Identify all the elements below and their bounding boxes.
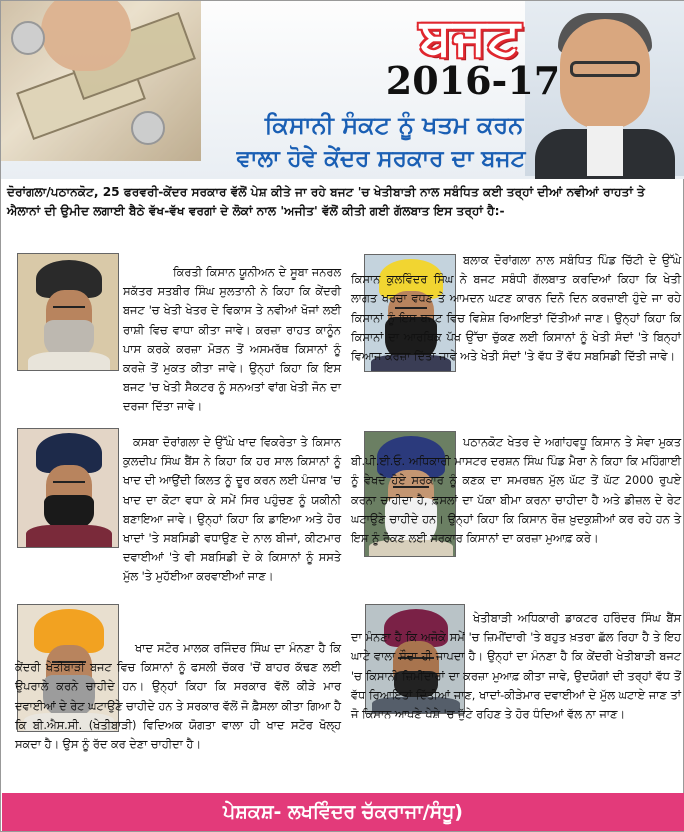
header-banner — [1, 1, 684, 179]
article-item: ਕਸਬਾ ਦੋਰਾਂਗਲਾ ਦੇ ਉੱਘੇ ਖਾਦ ਵਿਕਰੇਤਾ ਤੇ ਕਿਸਾਨ ਕੁਲਦੀਪ ਸਿੰਘ ਬੈਂਸ ਨੇ ਕਿਹਾ ਕਿ ਹਰ ਸਾਲ ਕਿਸਾਨਾਂ ਨੂੰ ਖਾਦ ਦੀ ਆਉਂਦੀ ਕਿਲਤ ਨੂੰ ਦੂਰ ਕਰਨ ਲਈ ਪੰਜਾਬ 'ਚ ਖਾਦ ਦਾ ਕੋਟਾ ਵਧਾ ਕੇ ਸਮੇਂ ਸਿਰ ਪਹੁੰਚਣ ਨੂੰ ਯਕੀਨੀ ਬਣਾਇਆ ਜਾਵੇ। ਉਨ੍ਹਾਂ ਕਿਹਾ ਕਿ ਡਾਇਆ ਅਤੇ ਹੋਰ ਖਾਦਾਂ 'ਤੇ ਸਬਸਿਡੀ ਵਧਾਉਣ ਦੇ ਨਾਲ ਬੀਜਾਂ, ਕੀਟਮਾਰ ਦਵਾਈਆਂ 'ਤੇ ਵੀ ਸਬਸਿਡੀ ਦੇ ਕੇ ਕਿਸਾਨਾਂ ਨੂੰ ਸਸਤੇ ਮੁੱਲ 'ਤੇ ਮੁਹੱਈਆ ਕਰਵਾਈਆਂ ਜਾਣ। — [123, 436, 341, 584]
article-item: ਪਠਾਨਕੋਟ ਖੇਤਰ ਦੇ ਅਗਾਂਹਵਧੂ ਕਿਸਾਨ ਤੇ ਸੇਵਾ ਮੁਕਤ ਬੀ.ਪੀ.ਈ.ਓ. ਅਧਿਕਾਰੀ ਮਾਸਟਰ ਦਰਸ਼ਨ ਸਿੰਘ ਪਿੰਡ ਮੈਰਾ ਨੇ ਕਿਹਾ ਕਿ ਮਹਿੰਗਾਈ ਨੂੰ ਵੇਖਦੇ ਹੋਏ ਸਰਕਾਰ ਨੂੰ ਕਣਕ ਦਾ ਸਮਰਥਨ ਮੁੱਲ ਘੱਟ ਤੋਂ ਘੱਟ 2000 ਰੁਪਏ ਕਰਨਾ ਚਾਹੀਦਾ ਹੈ, ਫ਼ਸਲਾਂ ਦਾ ਪੱਕਾ ਬੀਮਾ ਕਰਨਾ ਚਾਹੀਦਾ ਹੈ ਅਤੇ ਡੀਜ਼ਲ ਦੇ ਰੇਟ ਘਟਾਉਣੇ ਚਾਹੀਦੇ ਹਨ। ਉਨ੍ਹਾਂ ਕਿਹਾ ਕਿ ਕਿਸਾਨ ਰੋਜ਼ ਖ਼ੁਦਕੁਸ਼ੀਆਂ ਕਰ ਰਹੇ ਹਨ ਤੇ ਇਸ ਨੂੰ ਰੋਕਣ ਲਈ ਸਰਕਾਰ ਕਿਸਾਨਾਂ ਦਾ ਕਰਜ਼ਾ ਮੁਆਫ਼ ਕਰੇ। — [351, 436, 681, 546]
portrait-photo — [17, 428, 119, 548]
footer-credit: ਪੇਸ਼ਕਸ਼- ਲਖਵਿੰਦਰ ਚੱਕਰਾਜਾ/ਸੰਧੂ) — [2, 793, 684, 831]
budget-year: 2016-17 — [385, 58, 561, 103]
article-item: ਬਲਾਕ ਦੋਰਾਂਗਲਾ ਨਾਲ ਸਬੰਧਿਤ ਪਿੰਡ ਚਿੱਟੀ ਦੇ ਉੱਘੇ ਕਿਸਾਨ ਕੁਲਵਿੰਦਰ ਸਿੰਘ ਨੇ ਬਜਟ ਸਬੰਧੀ ਗੱਲਬਾਤ ਕਰਦਿਆਂ ਕਿਹਾ ਕਿ ਖੇਤੀ ਲਾਗਤ ਖਰਚਾ ਵਧਣ ਤੇ ਆਮਦਨ ਘਟਣ ਕਾਰਨ ਦਿਨੋ ਦਿਨ ਕਰਜ਼ਾਈ ਹੁੰਦੇ ਜਾ ਰਹੇ ਕਿਸਾਨਾਂ ਨੂੰ ਇਸ ਬਜਟ ਵਿਚ ਵਿਸ਼ੇਸ਼ ਰਿਆਇਤਾਂ ਦਿੱਤੀਆਂ ਜਾਣ। ਉਨ੍ਹਾਂ ਕਿਹਾ ਕਿ ਕਿਸਾਨਾਂ ਦਾ ਆਰਥਿਕ ਪੱਖ ਉੱਚਾ ਚੁੱਕਣ ਲਈ ਕਿਸਾਨਾਂ ਨੂੰ ਖੇਤੀ ਸੰਦਾਂ 'ਤੇ ਬਿਨ੍ਹਾਂ ਵਿਆਜ ਕਰਜ਼ਾ ਦਿੱਤਾ ਜਾਵੇ ਅਤੇ ਖੇਤੀ ਸੰਦਾਂ 'ਤੇ ਵੱਧ ਤੋਂ ਵੱਧ ਸਬਸਿਡੀ ਦਿੱਤੀ ਜਾਵੇ। — [351, 254, 681, 364]
article-item: ਖਾਦ ਸਟੋਰ ਮਾਲਕ ਰਜਿੰਦਰ ਸਿੰਘ ਦਾ ਮੰਨਣਾ ਹੈ ਕਿ ਕੇਂਦਰੀ ਖੇਤੀਬਾੜੀ ਬਜਟ ਵਿਚ ਕਿਸਾਨਾਂ ਨੂੰ ਫਸਲੀ ਚੱਕਰ 'ਚੋਂ ਬਾਹਰ ਕੱਢਣ ਲਈ ਉਪਰਾਲੇ ਕਰਨੇ ਚਾਹੀਦੇ ਹਨ। ਉਨ੍ਹਾਂ ਕਿਹਾ ਕਿ ਸਰਕਾਰ ਵੱਲੋਂ ਕੀੜੇ ਮਾਰ ਦਵਾਈਆਂ ਦੇ ਰੇਟ ਘਟਾਉਣੇ ਚਾਹੀਦੇ ਹਨ ਤੇ ਸਰਕਾਰ ਵੱਲੋਂ ਜੋ ਫ਼ੈਸਲਾ ਕੀਤਾ ਗਿਆ ਹੈ ਕਿ ਬੀ.ਐਸ.ਸੀ. (ਖੇਤੀਬਾੜੀ) ਵਿਦਿਅਕ ਯੋਗਤਾ ਵਾਲਾ ਹੀ ਖਾਦ ਸਟੋਰ ਖੋਲ੍ਹ ਸਕਦਾ ਹੈ। ਉਸ ਨੂੰ ਰੱਦ ਕਰ ਦੇਣਾ ਚਾਹੀਦਾ ਹੈ। — [15, 642, 341, 752]
article-item: ਖੇਤੀਬਾੜੀ ਅਧਿਕਾਰੀ ਡਾਕਟਰ ਹਰਿੰਦਰ ਸਿੰਘ ਬੈਂਸ ਦਾ ਮੰਨਣਾ ਹੈ ਕਿ ਅਜੋਕੇ ਸਮੇਂ 'ਚ ਜ਼ਿਮੀਂਦਾਰੀ 'ਤੇ ਬਹੁਤ ਖ਼ਤਰਾ ਛੱਲ ਰਿਹਾ ਹੈ ਤੇ ਇਹ ਘਾਟੇ ਵਾਲਾ ਸੌਦਾ ਹੀ ਜਾਪਦਾ ਹੈ। ਉਨ੍ਹਾਂ ਦਾ ਮੰਨਣਾ ਹੈ ਕਿ ਕੇਂਦਰੀ ਖੇਤੀਬਾੜੀ ਬਜਟ 'ਚ ਕਿਸਾਨੀ ਜ਼ਿਮੀਂਦਾਰਾਂ ਦਾ ਕਰਜ਼ਾ ਮੁਆਫ਼ ਕੀਤਾ ਜਾਵੇ, ਉਦਯੋਗਾਂ ਦੀ ਤਰ੍ਹਾਂ ਵੱਧ ਤੋਂ ਵੱਧ ਰਿਆਇਤਾਂ ਦਿੱਤੀਆਂ ਜਾਣ, ਖਾਦਾਂ-ਕੀੜੇਮਾਰ ਦਵਾਈਆਂ ਦੇ ਮੁੱਲ ਘਟਾਏ ਜਾਣ ਤਾਂ ਜੋ ਕਿਸਾਨ ਆਪਣੇ ਪੇਸ਼ੇ 'ਚ ਜੁੱਟੇ ਰਹਿਣ ਤੇ ਹੋਰ ਧੰਦਿਆਂ ਵੱਲ ਨਾ ਜਾਣ। — [351, 612, 681, 722]
intro-paragraph: ਦੋਰਾਂਗਲਾ/ਪਠਾਨਕੋਟ, 25 ਫਰਵਰੀ-ਕੇਂਦਰ ਸਰਕਾਰ ਵੱਲੋਂ ਪੇਸ਼ ਕੀਤੇ ਜਾ ਰਹੇ ਬਜਟ 'ਚ ਖੇਤੀਬਾੜੀ ਨਾਲ ਸਬੰਧਿਤ ਕਈ ਤਰ੍ਹਾਂ ਦੀਆਂ ਨਵੀਆਂ ਰਾਹਤਾਂ ਤੇ ਐਲਾਨਾਂ ਦੀ ਉਮੀਦ ਲਗਾਈ ਬੈਠੇ ਵੱਖ-ਵੱਖ ਵਰਗਾਂ ਦੇ ਲੋਕਾਂ ਨਾਲ 'ਅਜੀਤ' ਵੱਲੋਂ ਕੀਤੀ ਗਈ ਗੱਲਬਾਤ ਇਸ ਤਰ੍ਹਾਂ ਹੈ:- — [7, 185, 645, 218]
budget-title: ਬਜਟ — [420, 8, 522, 66]
portrait-photo — [17, 253, 119, 371]
headline-line-2: ਵਾਲਾ ਹੋਵੇ ਕੇਂਦਰ ਸਰਕਾਰ ਦਾ ਬਜਟ — [236, 146, 526, 172]
headline-line-1: ਕਿਸਾਨੀ ਸੰਕਟ ਨੂੰ ਖਤਮ ਕਰਨ — [264, 111, 524, 139]
money-illustration — [1, 1, 201, 161]
article-item: ਕਿਰਤੀ ਕਿਸਾਨ ਯੂਨੀਅਨ ਦੇ ਸੂਬਾ ਜਨਰਲ ਸਕੱਤਰ ਸਤਬੀਰ ਸਿੰਘ ਸੁਲਤਾਨੀ ਨੇ ਕਿਹਾ ਕਿ ਕੇਂਦਰੀ ਬਜਟ 'ਚ ਖੇਤੀ ਖੇਤਰ ਦੇ ਵਿਕਾਸ ਤੇ ਨਵੀਆਂ ਖੋਜਾਂ ਲਈ ਰਾਸ਼ੀ ਵਿਚ ਵਾਧਾ ਕੀਤਾ ਜਾਵੇ। ਕਰਜ਼ਾ ਰਾਹਤ ਕਾਨੂੰਨ ਪਾਸ ਕਰਕੇ ਕਰਜ਼ਾ ਮੋੜਨ ਤੋਂ ਅਸਮਰੱਥ ਕਿਸਾਨਾਂ ਨੂੰ ਕਰਜ਼ੇ ਤੋਂ ਮੁਕਤ ਕੀਤਾ ਜਾਵੇ। ਉਨ੍ਹਾਂ ਕਿਹਾ ਕਿ ਇਸ ਬਜਟ 'ਚ ਖੇਤੀ ਸੈਕਟਰ ਨੂੰ ਸਨਅਤਾਂ ਵਾਂਗ ਖੇਤੀ ਜੋਨ ਦਾ ਦਰਜਾ ਦਿੱਤਾ ਜਾਵੇ। — [123, 266, 341, 414]
